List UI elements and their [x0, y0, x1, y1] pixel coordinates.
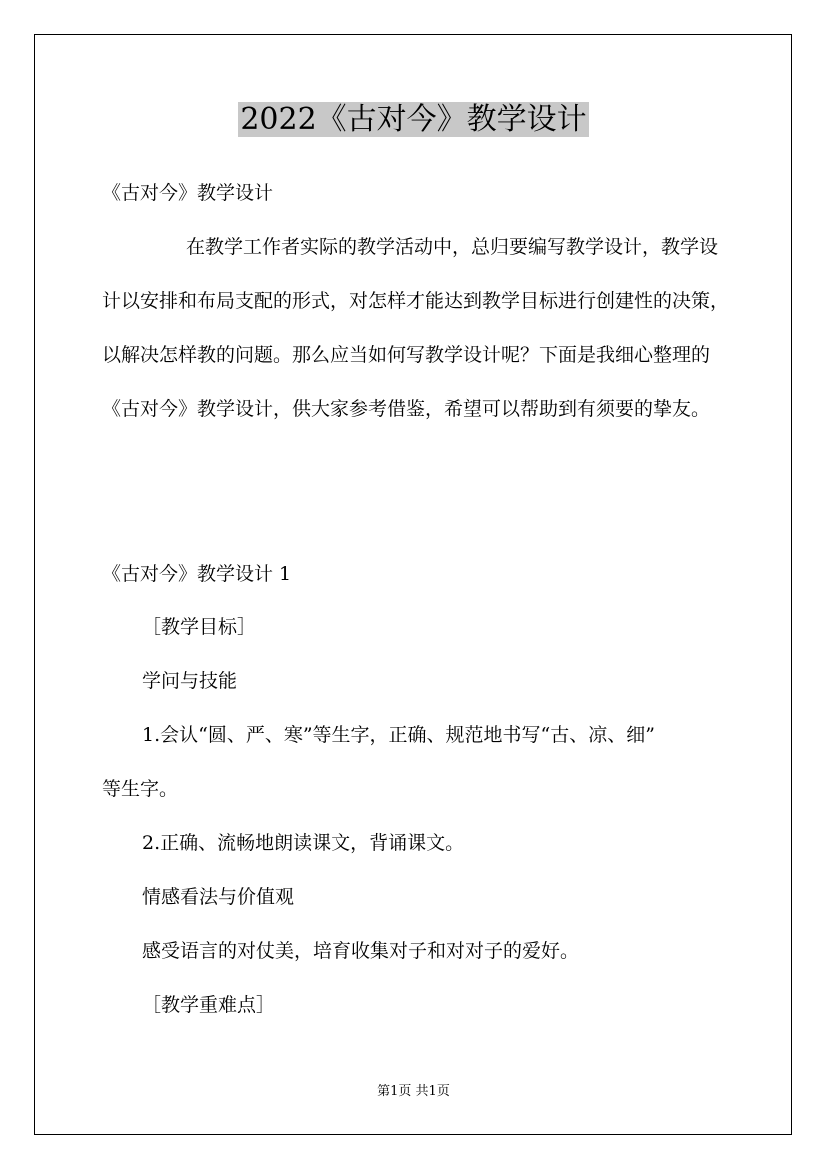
intro-text: 在教学工作者实际的教学活动中，总归要编写教学设计，教学设计以安排和布局支配的形式，对怎样才能达到教学目标进行创建性的决策，以解决怎样教的问题。那么应当如何写教学设计呢？下面是我细心整理的《古对今》教学设计，供大家参考借鉴，希望可以帮助到有须要的挚友。	[102, 236, 730, 420]
intro-paragraph	[102, 220, 730, 436]
item1-line1: 1.会认“圆、严、寒”等生字，正确、规范地书写“古、凉、细”	[142, 724, 655, 746]
document-title: 2022《古对今》教学设计	[240, 102, 587, 137]
section1-title: 《古对今》教学设计 1	[102, 563, 292, 585]
subtitle: 《古对今》教学设计	[102, 182, 274, 204]
item1-line2: 等生字。	[102, 778, 179, 800]
emotion-text: 感受语言的对仗美，培育收集对子和对对子的爱好。	[142, 940, 580, 962]
item2: 2.正确、流畅地朗读课文，背诵课文。	[142, 832, 465, 854]
document-title-wrapper	[0, 98, 827, 142]
knowledge-heading: 学问与技能	[142, 670, 238, 692]
emotion-heading: 情感看法与价值观	[142, 886, 295, 908]
difficulty-heading: ［教学重难点］	[142, 994, 276, 1016]
page-footer: 第1页 共1页	[377, 1084, 450, 1099]
goal-heading: ［教学目标］	[142, 616, 257, 638]
